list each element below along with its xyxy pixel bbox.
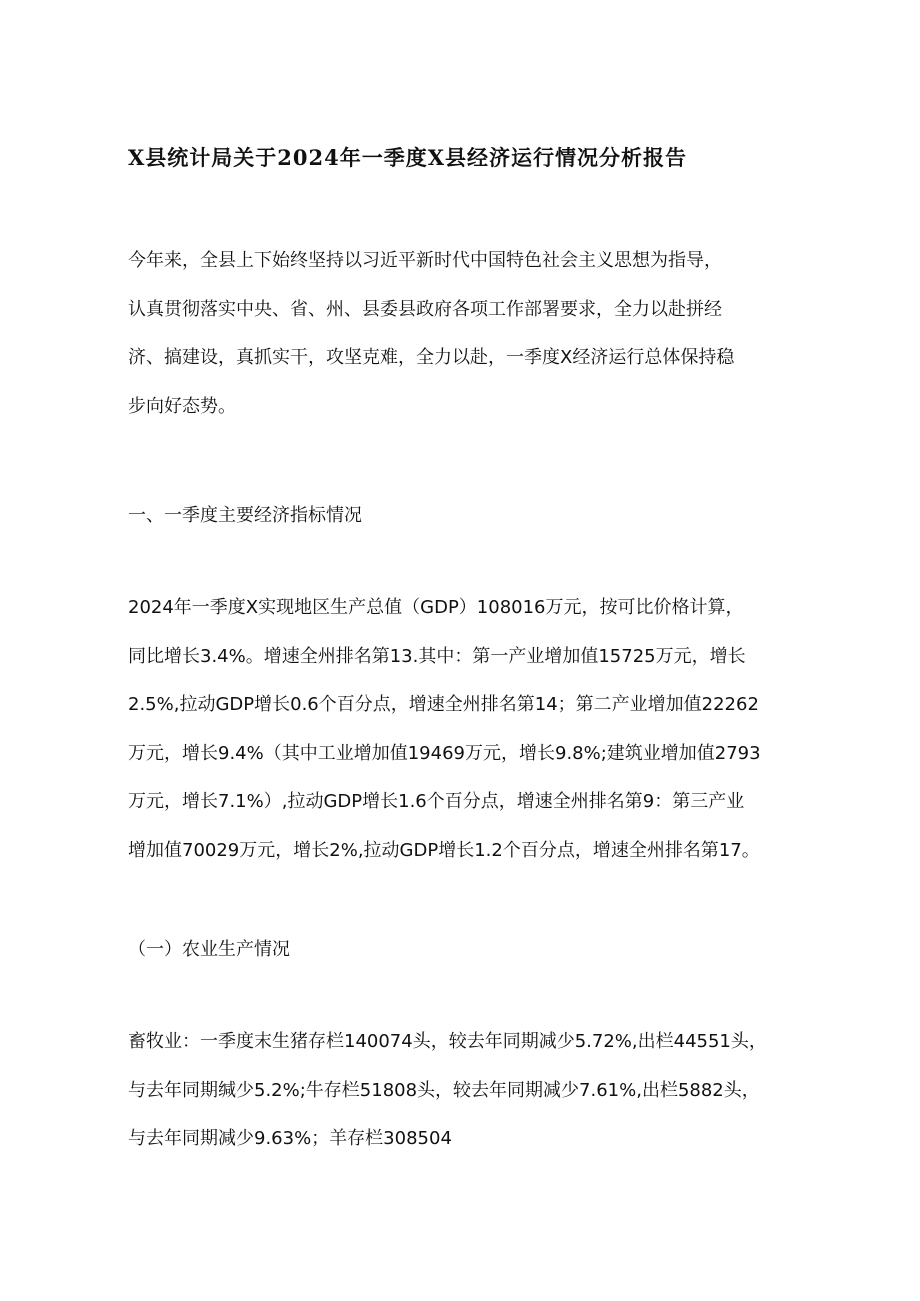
section-heading: 一、一季度主要经济指标情况 [128,505,362,526]
gdp-line: 万元，增长9.4%（其中工业增加值19469万元，增长9.8%;建筑业增加值2793 [128,742,761,764]
livestock-paragraph [128,1018,808,1164]
intro-line: 济、搞建设，真抓实干，攻坚克难，全力以赴，一季度X经济运行总体保持稳 [128,347,735,368]
gdp-line: 2.5%,拉动GDP增长0.6个百分点，增速全州排名第14；第二产业增加值22262 [128,694,759,715]
gdp-line: 2024年一季度X实现地区生产总值（GDP）108016万元，按可比价格计算， [128,597,744,618]
document-title: X县统计局关于2024年一季度X县经济运行情况分析报告 [128,145,688,170]
intro-line: 认真贯彻落实中央、省、州、县委县政府各项工作部署要求，全力以赴拼经 [128,298,722,320]
intro-line: 今年来，全县上下始终坚持以习近平新时代中国特色社会主义思想为指导， [128,250,722,271]
intro-paragraph [128,237,808,431]
gdp-line: 增加值70029万元，增长2%,拉动GDP增长1.2个百分点，增速全州排名第17。 [128,839,760,861]
livestock-line: 畜牧业：一季度末生猪存栏140074头，较去年同期减少5.72%,出栏44551头， [128,1031,767,1052]
livestock-line: 与去年同期减少9.63%；羊存栏308504 [128,1128,452,1149]
intro-line: 步向好态势。 [128,395,236,417]
gdp-line: 万元，增长7.1%）,拉动GDP增长1.6个百分点，增速全州排名第9：第三产业 [128,791,745,812]
gdp-line: 同比增长3.4%。增速全州排名第13.其中：第一产业增加值15725万元，增长 [128,645,746,667]
livestock-line: 与去年同期缄少5.2%;牛存栏51808头，较去年同期减少7.61%,出栏5882头， [128,1079,760,1101]
gdp-paragraph [128,584,808,875]
subsection-heading: （一）农业生产情况 [128,939,290,960]
